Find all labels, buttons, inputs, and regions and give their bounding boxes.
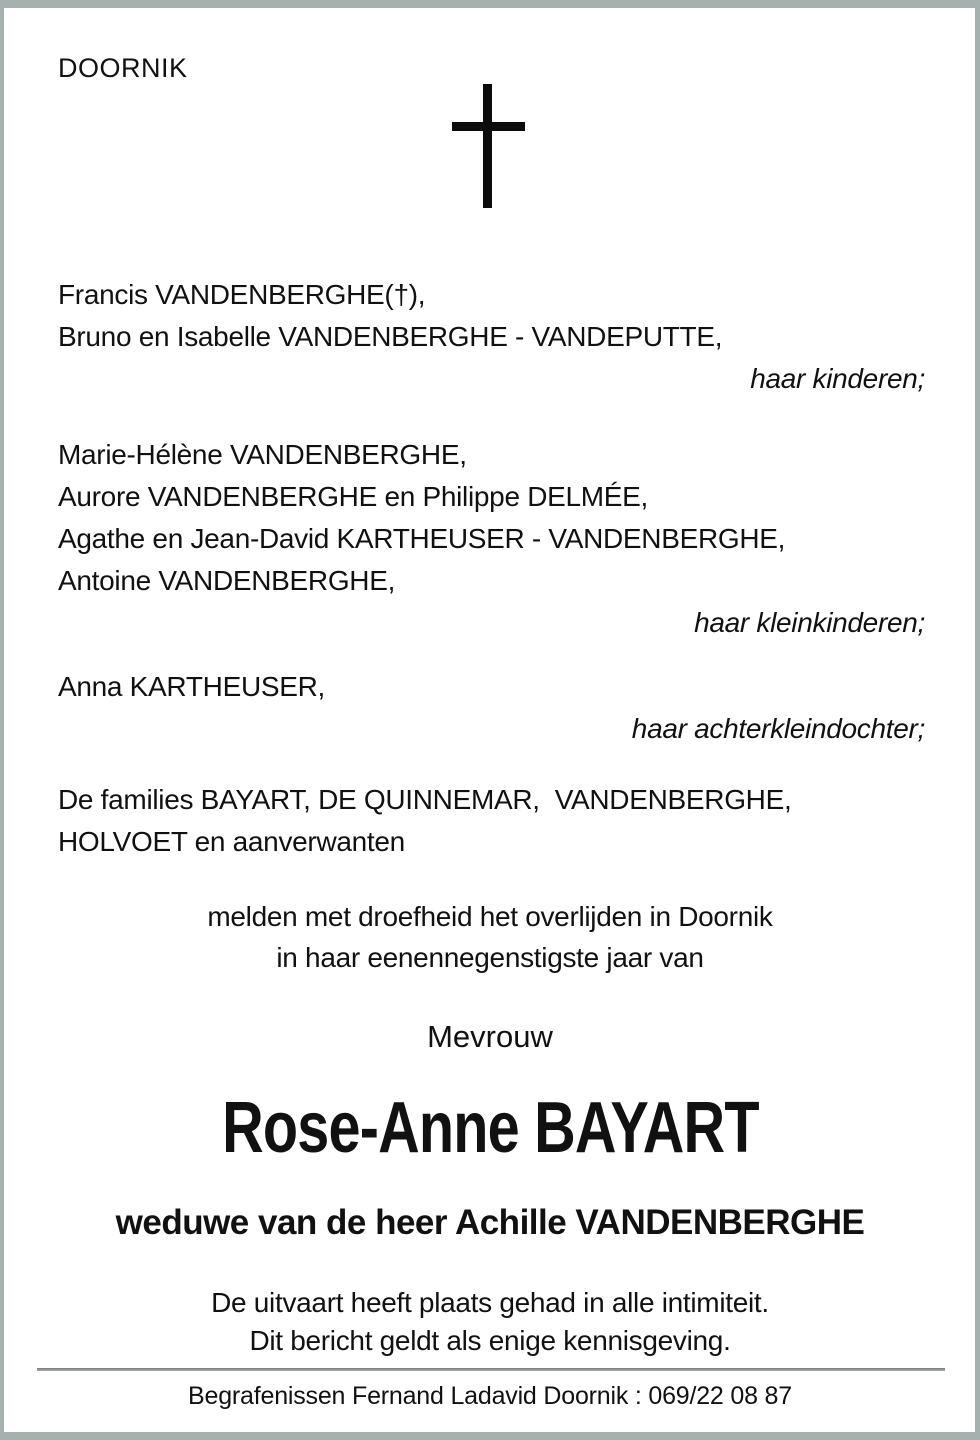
widow-line: weduwe van de heer Achille VANDENBERGHE [115, 1203, 865, 1242]
relation-line: haar kinderen; [750, 363, 925, 394]
family-group-great-granddaughter [58, 666, 925, 750]
family-group-children [58, 274, 925, 400]
announcement-line: melden met droefheid het overlijden in Doornik [207, 901, 773, 932]
family-line: Francis VANDENBERGHE(†), [58, 279, 426, 310]
relation-line: haar kleinkinderen; [694, 607, 925, 638]
family-line: Marie-Hélène VANDENBERGHE, [58, 439, 467, 470]
family-line: Antoine VANDENBERGHE, [58, 565, 396, 596]
family-line: Anna KARTHEUSER, [58, 671, 326, 702]
deceased-name-text: Rose-Anne BAYART [221, 1088, 759, 1168]
funeral-home-footer: Begrafenissen Fernand Ladavid Doornik : 069/22 08 87 [188, 1382, 792, 1410]
closing-line: Dit bericht geldt als enige kennisgeving. [249, 1325, 731, 1356]
cross-icon [452, 84, 525, 208]
footer-divider [37, 1368, 945, 1371]
family-line: Agathe en Jean-David KARTHEUSER - VANDENBERGHE, [58, 523, 786, 554]
announcement-block [0, 896, 980, 978]
closing-block [0, 1284, 980, 1360]
relation-line: haar achterkleindochter; [631, 713, 925, 744]
family-line: HOLVOET en aanverwanten [58, 826, 405, 857]
closing-line: De uitvaart heeft plaats gehad in alle intimiteit. [211, 1287, 769, 1318]
deceased-name [0, 1088, 980, 1168]
family-group-grandchildren [58, 434, 925, 644]
family-group-families [58, 779, 925, 863]
honorific-label: Mevrouw [427, 1019, 553, 1054]
family-line: Bruno en Isabelle VANDENBERGHE - VANDEPUTTE, [58, 321, 723, 352]
family-line: Aurore VANDENBERGHE en Philippe DELMÉE, [58, 481, 649, 512]
family-line: De families BAYART, DE QUINNEMAR, VANDENBERGHE, [58, 784, 792, 815]
announcement-line: in haar eenennegenstigste jaar van [276, 942, 704, 973]
city-label: DOORNIK [58, 53, 188, 83]
